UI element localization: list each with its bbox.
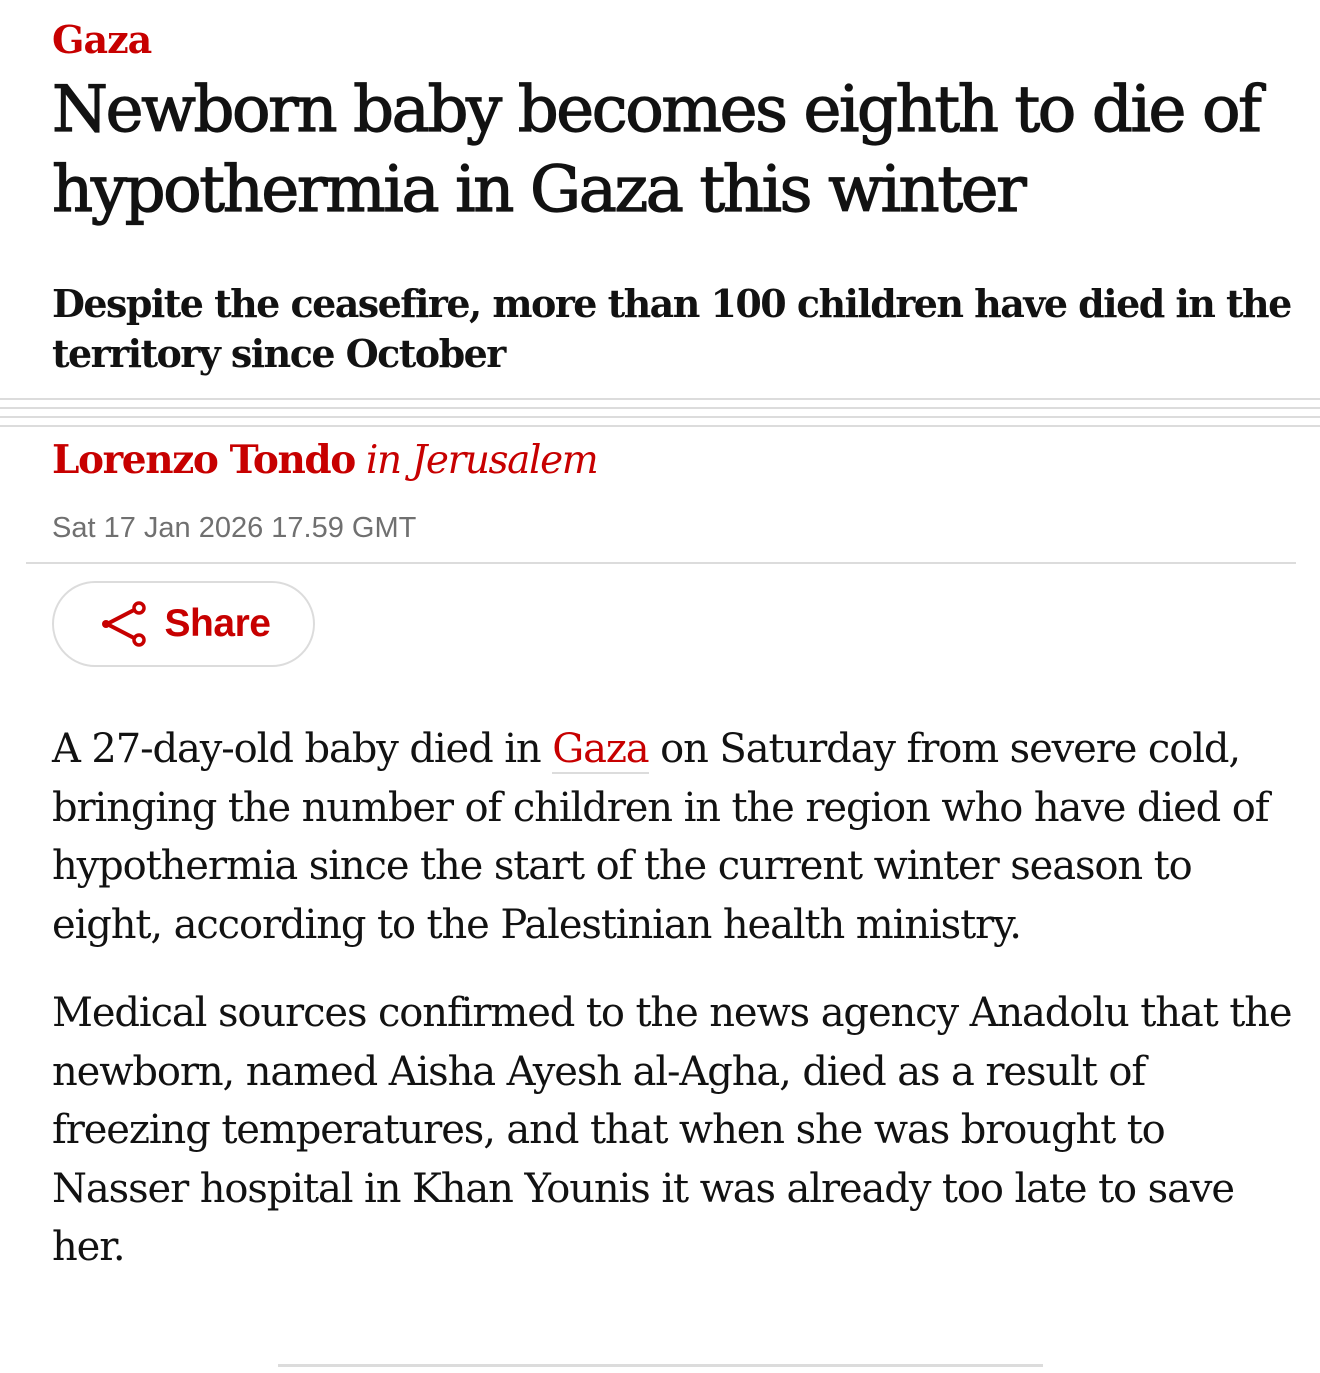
body-text: on Saturday from severe cold, bringing the number of children in the region who have died of hypothermia since the start of the current winter season to eight, according to the Palestinian health ministry. <box>52 726 1269 948</box>
publish-dateline: Sat 17 Jan 2026 17.59 GMT <box>52 512 417 544</box>
byline <box>52 434 597 487</box>
body-paragraph-1 <box>52 720 1302 954</box>
body-text: A 27-day-old baby died in <box>52 726 553 772</box>
share-button[interactable] <box>52 581 315 667</box>
header-divider-rules <box>0 398 1320 428</box>
author-link[interactable]: Lorenzo Tondo <box>52 437 355 483</box>
gaza-topic-link[interactable]: Gaza <box>552 726 649 772</box>
article-headline: Newborn baby becomes eighth to die of hypothermia in Gaza this winter <box>52 73 1260 227</box>
body-paragraph-2: Medical sources confirmed to the news agency Anadolu that the newborn, named Aisha Ayesh al-Agha, died as a result of freezing temperatures, and that when she was brought to Nasser hospital in Khan Younis it was already too late to save her. <box>52 990 1292 1270</box>
share-label: Share <box>164 602 271 645</box>
share-icon <box>99 601 149 647</box>
meta-divider <box>26 562 1296 564</box>
bottom-divider <box>278 1364 1043 1367</box>
byline-location: in Jerusalem <box>365 438 598 483</box>
article-body <box>52 720 1302 1307</box>
section-kicker-link[interactable]: Gaza <box>52 17 152 62</box>
article-standfirst: Despite the ceasefire, more than 100 children have died in the territory since October <box>52 281 1291 376</box>
rule-line <box>0 416 1320 418</box>
rule-line <box>0 407 1320 409</box>
rule-line <box>0 398 1320 400</box>
rule-line <box>0 425 1320 427</box>
